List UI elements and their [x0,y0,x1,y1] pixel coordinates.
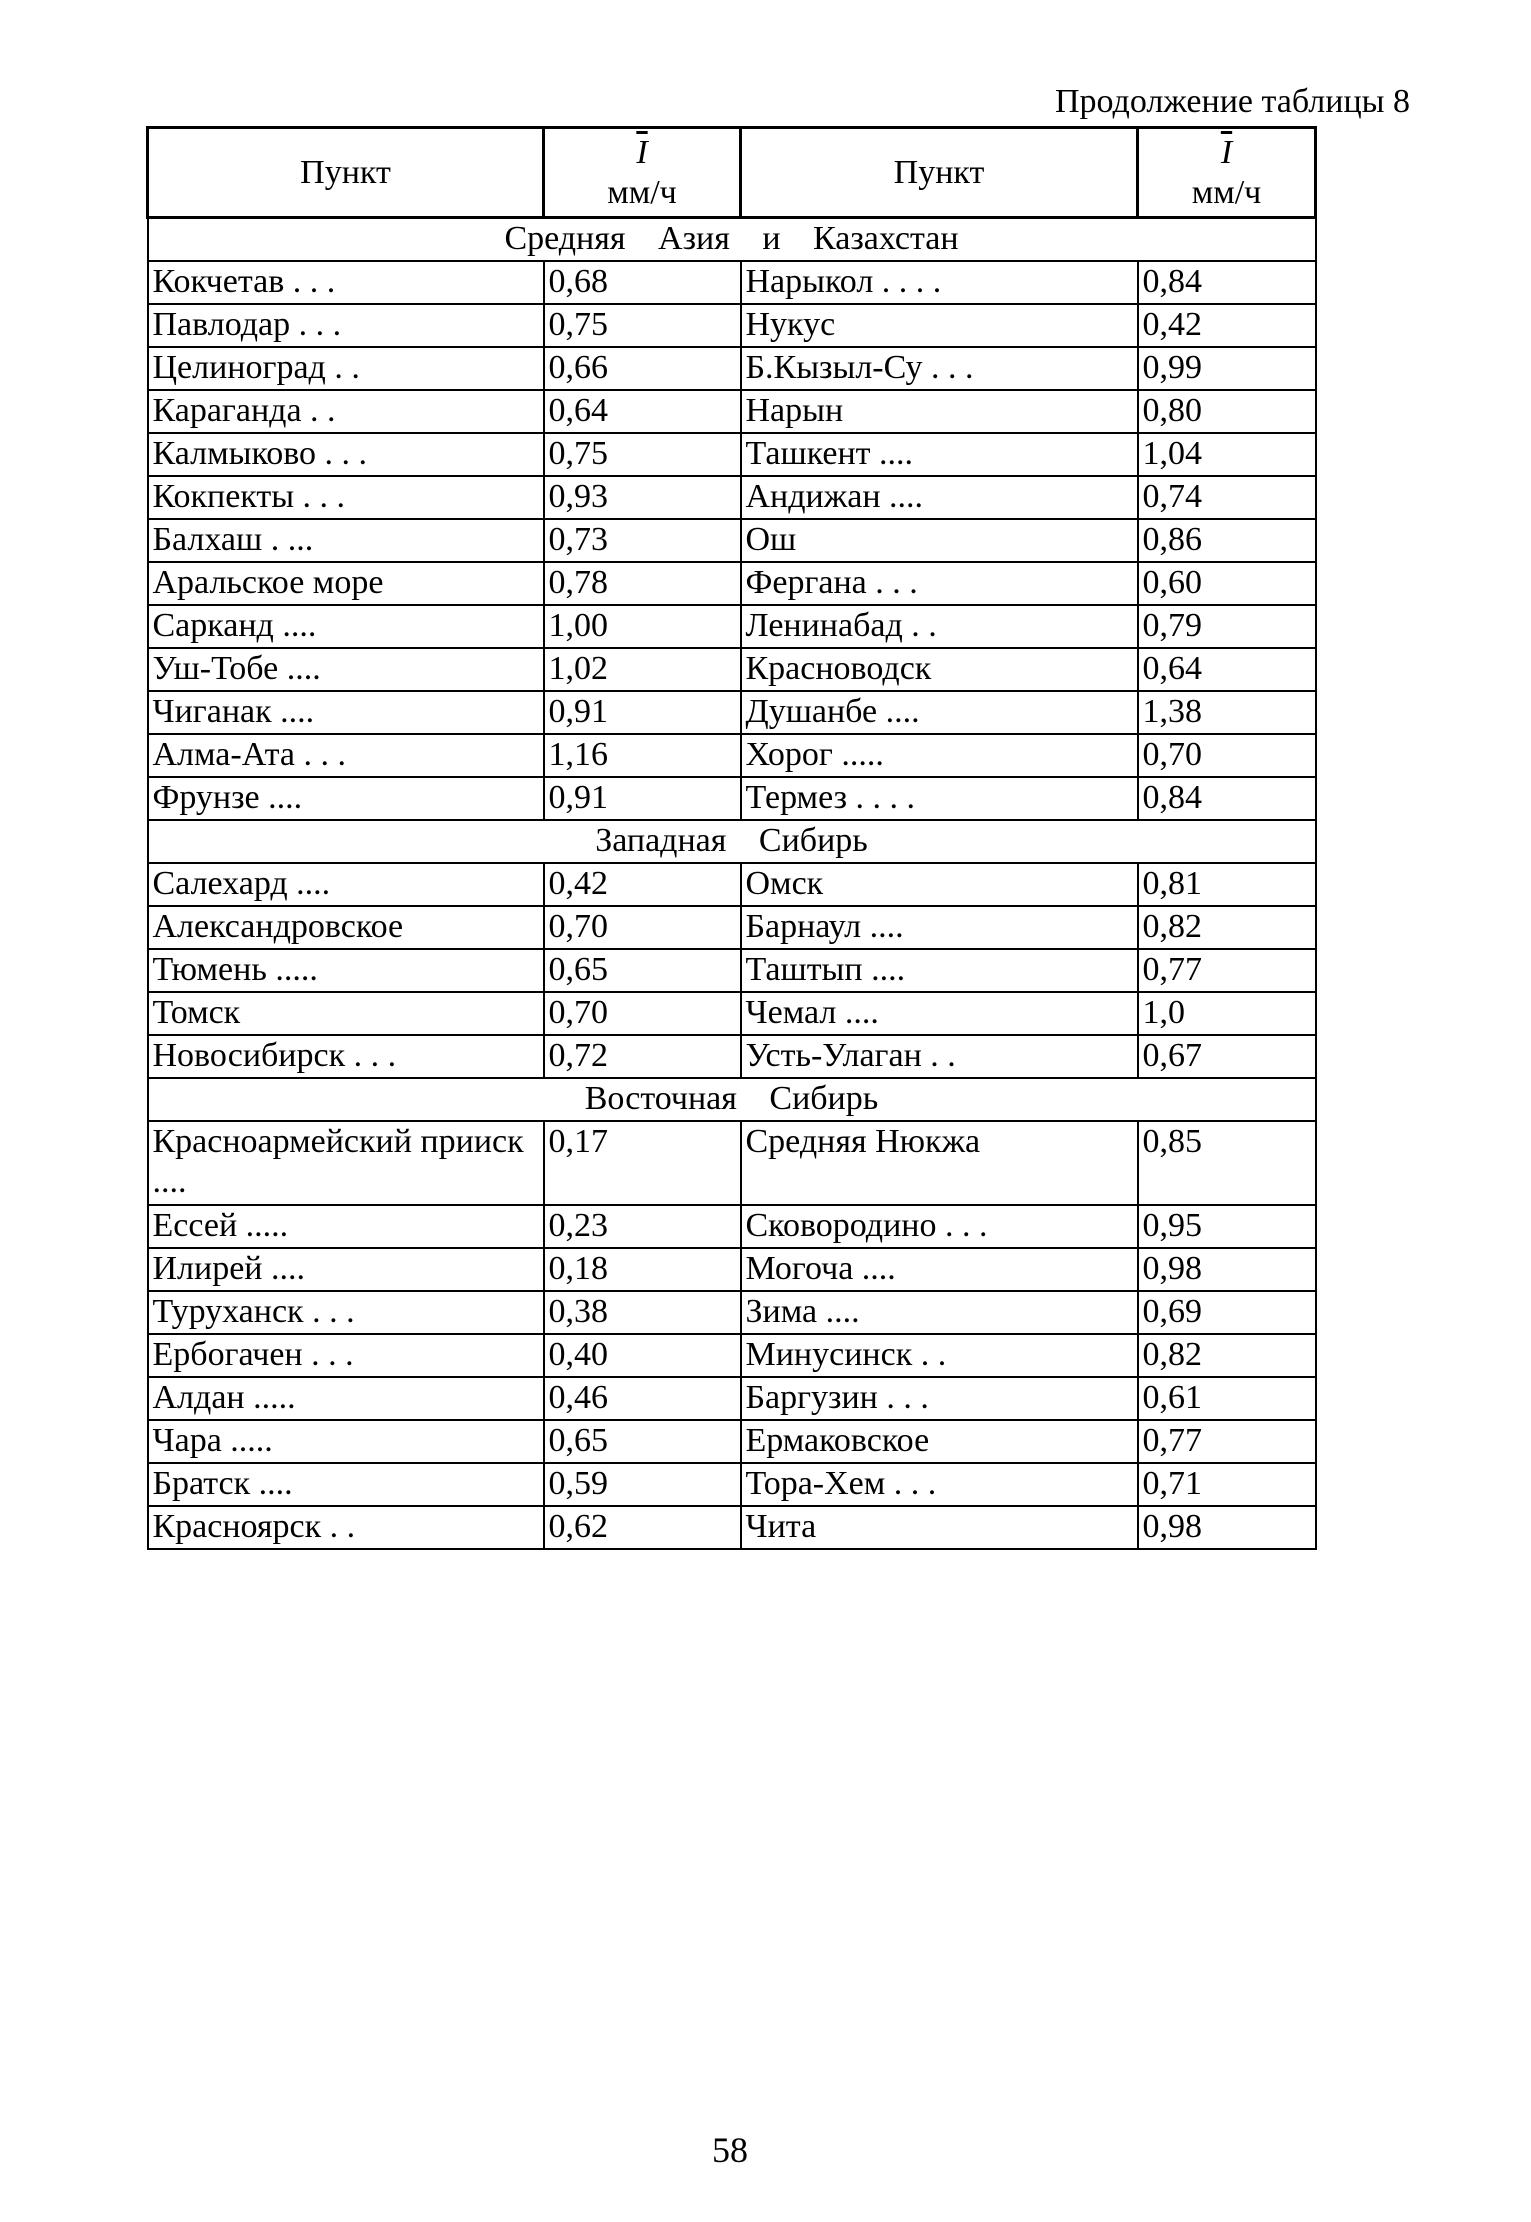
section-header-row [148,1078,1316,1121]
place-right-cell: Могоча .... [741,1248,1138,1291]
unit-label: мм/ч [607,173,677,211]
section-title: Восточная Сибирь [148,1078,1316,1121]
intensity-left-cell: 0,91 [544,777,741,820]
intensity-right-cell: 0,99 [1138,347,1316,390]
place-right-cell: Усть-Улаган . . [741,1035,1138,1078]
place-left-cell: Караганда . . [148,390,544,433]
table-row [148,1121,1316,1205]
table-row [148,648,1316,691]
intensity-left-cell: 0,66 [544,347,741,390]
table-row [148,1248,1316,1291]
intensity-right-cell: 0,84 [1138,261,1316,304]
intensity-right-cell: 1,04 [1138,433,1316,476]
table-row [148,390,1316,433]
intensity-right-cell: 0,64 [1138,648,1316,691]
intensity-right-cell: 0,77 [1138,1420,1316,1463]
table-caption: Продолжение таблицы 8 [1054,83,1410,120]
table-row [148,1420,1316,1463]
place-left-cell: Балхаш . ... [148,519,544,562]
table-row [148,863,1316,906]
place-right-cell: Баргузин . . . [741,1377,1138,1420]
intensity-left-cell: 0,59 [544,1463,741,1506]
place-left-cell: Целиноград . . [148,347,544,390]
place-left-cell: Уш-Тобе .... [148,648,544,691]
intensity-right-cell: 0,71 [1138,1463,1316,1506]
intensity-right-cell: 0,84 [1138,777,1316,820]
intensity-symbol: $\overline{I}$ [1220,133,1233,171]
place-right-cell: Ташкент .... [741,433,1138,476]
place-left-cell: Салехард .... [148,863,544,906]
table-row [148,1506,1316,1549]
place-left-cell: Братск .... [148,1463,544,1506]
intensity-left-cell: 0,64 [544,390,741,433]
table-row [148,906,1316,949]
place-left-cell: Ербогачен . . . [148,1334,544,1377]
intensity-right-cell: 0,95 [1138,1205,1316,1248]
table-body [148,218,1316,1550]
intensity-right-cell: 0,67 [1138,1035,1316,1078]
intensity-left-cell: 0,40 [544,1334,741,1377]
intensity-left-cell: 0,70 [544,992,741,1035]
table-row [148,691,1316,734]
intensity-right-cell: 0,80 [1138,390,1316,433]
intensity-left-cell: 0,62 [544,1506,741,1549]
table-row [148,433,1316,476]
section-title: Средняя Азия и Казахстан [148,218,1316,262]
header-place-left: Пункт [148,128,544,218]
place-right-cell: Чита [741,1506,1138,1549]
place-left-cell: Илирей .... [148,1248,544,1291]
place-left-cell: Тюмень ..... [148,949,544,992]
place-right-cell: Нукус [741,304,1138,347]
intensity-right-cell: 0,77 [1138,949,1316,992]
place-left-cell: Сарканд .... [148,605,544,648]
place-left-cell: Калмыково . . . [148,433,544,476]
place-right-cell: Минусинск . . [741,1334,1138,1377]
section-header-row [148,218,1316,262]
place-right-cell: Чемал .... [741,992,1138,1035]
place-right-cell: Средняя Нюкжа [741,1121,1138,1205]
place-left-cell: Чиганак .... [148,691,544,734]
table-row [148,734,1316,777]
intensity-left-cell: 0,75 [544,304,741,347]
place-left-cell: Томск [148,992,544,1035]
table-row [148,777,1316,820]
intensity-left-cell: 0,38 [544,1291,741,1334]
place-left-cell: Туруханск . . . [148,1291,544,1334]
intensity-left-cell: 0,23 [544,1205,741,1248]
place-left-cell: Александровское [148,906,544,949]
table-row [148,949,1316,992]
intensity-right-cell: 0,69 [1138,1291,1316,1334]
table-row [148,347,1316,390]
table-row [148,1291,1316,1334]
table-row [148,1205,1316,1248]
intensity-right-cell: 0,42 [1138,304,1316,347]
intensity-left-cell: 1,02 [544,648,741,691]
place-right-cell: Хорог ..... [741,734,1138,777]
place-left-cell: Кокчетав . . . [148,261,544,304]
section-title: Западная Сибирь [148,820,1316,863]
place-right-cell: Омск [741,863,1138,906]
table-row [148,605,1316,648]
table-row [148,992,1316,1035]
intensity-left-cell: 0,70 [544,906,741,949]
rainfall-intensity-table [146,126,1317,1550]
intensity-left-cell: 0,17 [544,1121,741,1205]
table-row [148,1377,1316,1420]
place-left-cell: Аральское море [148,562,544,605]
intensity-right-cell: 0,86 [1138,519,1316,562]
table-row [148,261,1316,304]
place-right-cell: Андижан .... [741,476,1138,519]
intensity-right-cell: 0,79 [1138,605,1316,648]
unit-label: мм/ч [1191,173,1262,211]
place-left-cell: Кокпекты . . . [148,476,544,519]
intensity-right-cell: 0,82 [1138,1334,1316,1377]
table-header-row [148,128,1316,218]
page-number: 58 [712,2130,748,2170]
place-right-cell: Ленинабад . . [741,605,1138,648]
table-row [148,519,1316,562]
intensity-left-cell: 0,65 [544,949,741,992]
table-row [148,1035,1316,1078]
place-right-cell: Ош [741,519,1138,562]
table-row [148,1334,1316,1377]
header-intensity-left [544,128,741,218]
place-left-cell: Чара ..... [148,1420,544,1463]
place-left-cell: Ессей ..... [148,1205,544,1248]
place-right-cell: Душанбе .... [741,691,1138,734]
intensity-left-cell: 1,16 [544,734,741,777]
place-right-cell: Ермаковское [741,1420,1138,1463]
place-right-cell: Нарыкол . . . . [741,261,1138,304]
intensity-left-cell: 0,42 [544,863,741,906]
intensity-left-cell: 0,18 [544,1248,741,1291]
place-right-cell: Барнаул .... [741,906,1138,949]
intensity-right-cell: 0,61 [1138,1377,1316,1420]
intensity-left-cell: 1,00 [544,605,741,648]
place-left-cell: Красноярск . . [148,1506,544,1549]
intensity-left-cell: 0,72 [544,1035,741,1078]
intensity-right-cell: 0,74 [1138,476,1316,519]
place-left-cell: Фрунзе .... [148,777,544,820]
place-right-cell: Нарын [741,390,1138,433]
place-right-cell: Зима .... [741,1291,1138,1334]
place-left-cell: Алдан ..... [148,1377,544,1420]
place-right-cell: Сковородино . . . [741,1205,1138,1248]
intensity-left-cell: 0,73 [544,519,741,562]
intensity-right-cell: 0,98 [1138,1248,1316,1291]
header-intensity-right [1138,128,1316,218]
intensity-left-cell: 0,78 [544,562,741,605]
intensity-right-cell: 0,82 [1138,906,1316,949]
table-row [148,562,1316,605]
table-row [148,476,1316,519]
intensity-right-cell: 0,70 [1138,734,1316,777]
intensity-right-cell: 0,85 [1138,1121,1316,1205]
intensity-left-cell: 0,93 [544,476,741,519]
place-left-cell: Красноармейский прииск .... [148,1121,544,1205]
place-left-cell: Павлодар . . . [148,304,544,347]
intensity-left-cell: 0,65 [544,1420,741,1463]
header-place-right: Пункт [741,128,1138,218]
intensity-right-cell: 1,0 [1138,992,1316,1035]
table-row [148,304,1316,347]
place-right-cell: Таштып .... [741,949,1138,992]
intensity-left-cell: 0,68 [544,261,741,304]
place-right-cell: Б.Кызыл-Су . . . [741,347,1138,390]
place-right-cell: Красноводск [741,648,1138,691]
table-row [148,1463,1316,1506]
place-right-cell: Фергана . . . [741,562,1138,605]
intensity-right-cell: 0,98 [1138,1506,1316,1549]
intensity-left-cell: 0,46 [544,1377,741,1420]
place-left-cell: Алма-Ата . . . [148,734,544,777]
intensity-left-cell: 0,91 [544,691,741,734]
intensity-right-cell: 0,81 [1138,863,1316,906]
section-header-row [148,820,1316,863]
place-right-cell: Термез . . . . [741,777,1138,820]
place-left-cell: Новосибирск . . . [148,1035,544,1078]
intensity-right-cell: 0,60 [1138,562,1316,605]
place-right-cell: Тора-Хем . . . [741,1463,1138,1506]
intensity-symbol: $\overline{I}$ [636,133,648,171]
intensity-right-cell: 1,38 [1138,691,1316,734]
intensity-left-cell: 0,75 [544,433,741,476]
